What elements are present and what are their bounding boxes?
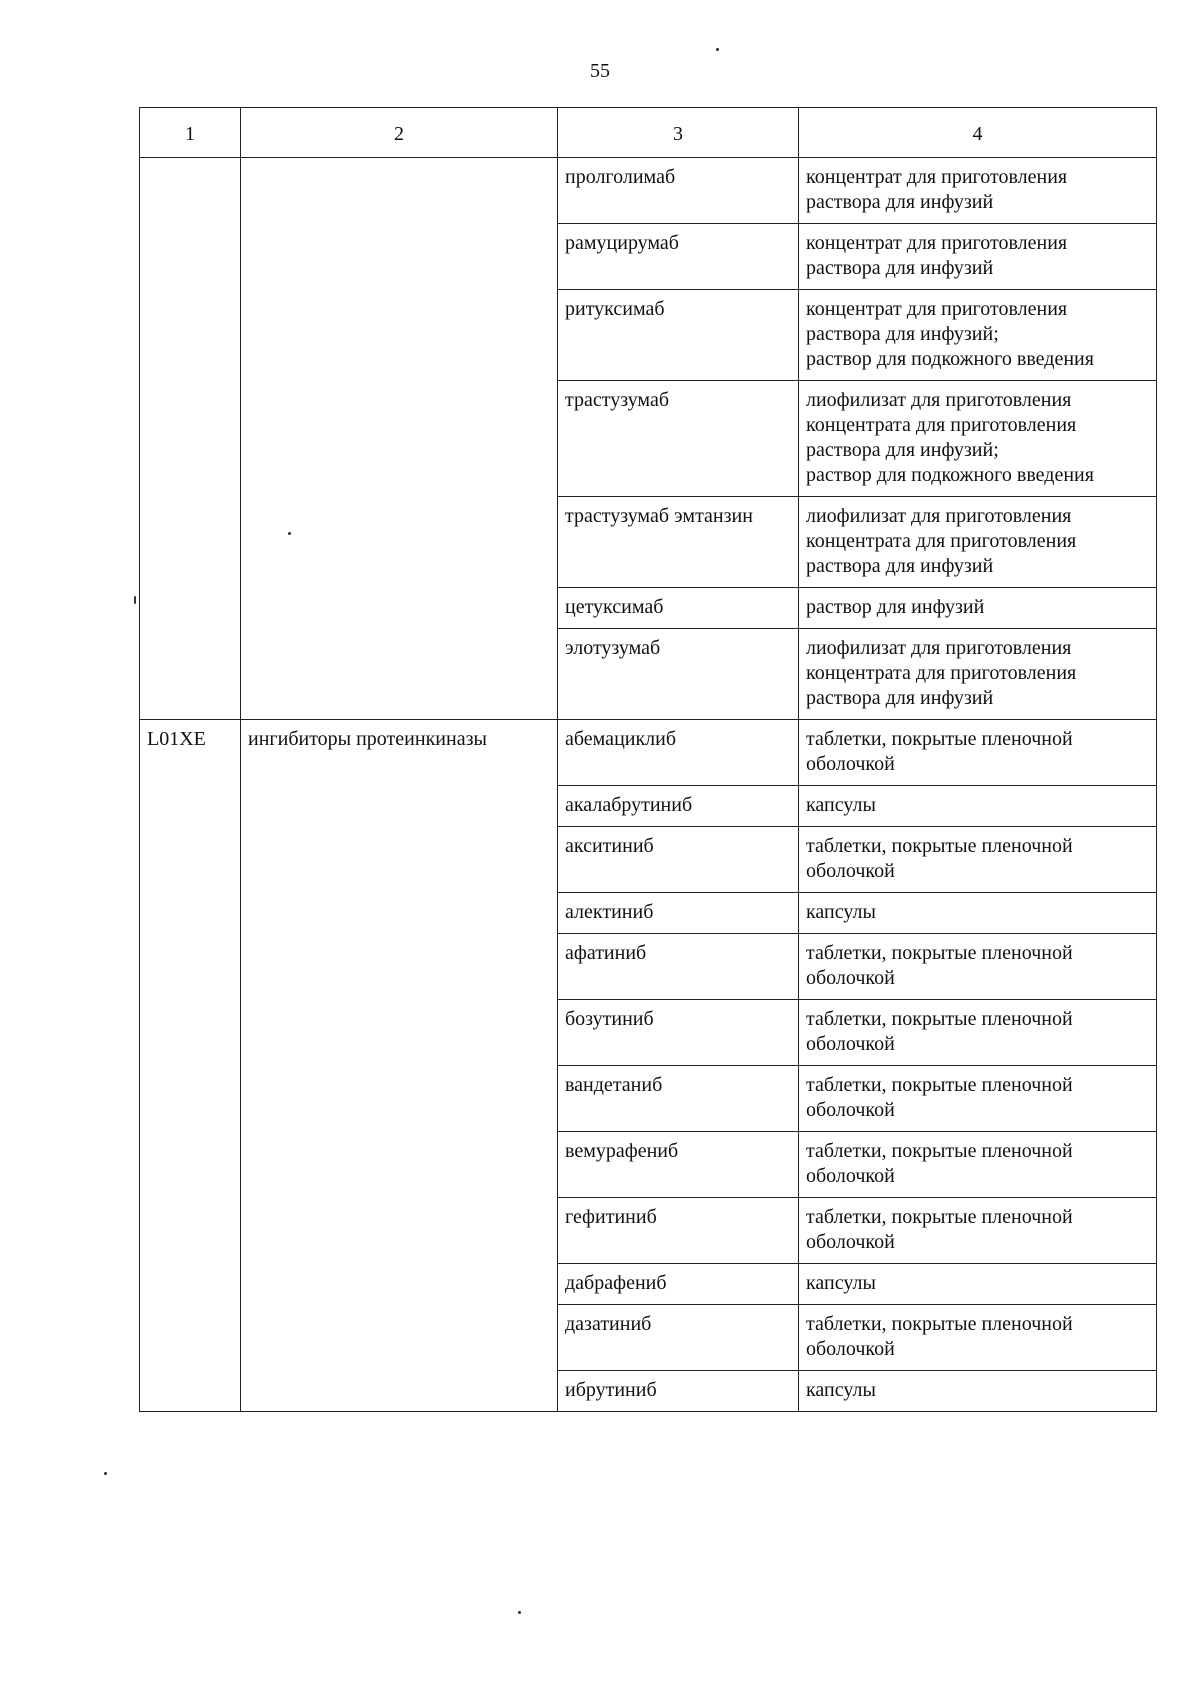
page-number: 55 [590,60,610,82]
dosage-form-cell [799,1264,1157,1305]
dosage-form-line: лиофилизат для приготовления [806,389,1072,411]
drug-name-cell: абемациклиб [558,720,799,786]
dosage-form-line: таблетки, покрытые пленочной [806,1206,1073,1228]
table-row [140,720,1157,786]
scan-speck [518,1611,521,1614]
dosage-form-line: оболочкой [806,1231,895,1253]
header-col-4: 4 [799,108,1157,158]
drug-name-cell: вандетаниб [558,1066,799,1132]
dosage-form-line: лиофилизат для приготовления [806,637,1072,659]
drug-name-cell: ритуксимаб [558,290,799,381]
dosage-form-cell [799,158,1157,224]
dosage-form-line: таблетки, покрытые пленочной [806,728,1073,750]
dosage-form-line: раствора для инфузий; [806,323,999,345]
dosage-form-line: таблетки, покрытые пленочной [806,1313,1073,1335]
dosage-form-line: концентрат для приготовления [806,298,1068,320]
dosage-form-line: таблетки, покрытые пленочной [806,835,1073,857]
dosage-form-line: раствора для инфузий [806,191,994,213]
dosage-form-line: раствор для подкожного введения [806,348,1094,370]
dosage-form-line: капсулы [806,1379,876,1401]
drug-name-cell: бозутиниб [558,1000,799,1066]
dosage-form-line: концентрат для приготовления [806,166,1068,188]
header-col-2: 2 [241,108,558,158]
header-row [140,108,1157,158]
drug-name-cell: трастузумаб [558,381,799,497]
drug-name-cell: цетуксимаб [558,588,799,629]
dosage-form-line: оболочкой [806,1099,895,1121]
group-name-cell [241,158,558,720]
group-name-cell: ингибиторы протеинкиназы [241,720,558,1412]
dosage-form-line: оболочкой [806,1338,895,1360]
drug-table [139,107,1157,1412]
dosage-form-line: капсулы [806,901,876,923]
dosage-form-line: капсулы [806,1272,876,1294]
dosage-form-cell [799,720,1157,786]
dosage-form-cell [799,1066,1157,1132]
dosage-form-cell [799,1132,1157,1198]
drug-name-cell: элотузумаб [558,629,799,720]
dosage-form-cell [799,290,1157,381]
table-body [140,158,1157,1412]
dosage-form-line: оболочкой [806,1033,895,1055]
dosage-form-cell [799,1371,1157,1412]
dosage-form-cell [799,588,1157,629]
scan-speck [716,48,719,51]
table-row [140,158,1157,224]
dosage-form-line: оболочкой [806,860,895,882]
dosage-form-line: раствора для инфузий [806,257,994,279]
header-col-3: 3 [558,108,799,158]
dosage-form-line: капсулы [806,794,876,816]
dosage-form-cell [799,1305,1157,1371]
dosage-form-line: концентрата для приготовления [806,662,1077,684]
dosage-form-line: оболочкой [806,967,895,989]
dosage-form-cell [799,934,1157,1000]
dosage-form-cell [799,893,1157,934]
drug-name-cell: алектиниб [558,893,799,934]
drug-name-cell: трастузумаб эмтанзин [558,497,799,588]
dosage-form-line: концентрата для приготовления [806,530,1077,552]
dosage-form-cell [799,1000,1157,1066]
dosage-form-line: раствора для инфузий [806,555,994,577]
drug-name-cell: пролголимаб [558,158,799,224]
scan-speck [134,596,136,604]
dosage-form-cell [799,381,1157,497]
dosage-form-line: раствора для инфузий [806,687,994,709]
dosage-form-line: концентрат для приготовления [806,232,1068,254]
atc-code-cell: L01XE [140,720,241,1412]
dosage-form-line: раствор для подкожного введения [806,464,1094,486]
drug-name-cell: гефитиниб [558,1198,799,1264]
header-col-1: 1 [140,108,241,158]
dosage-form-line: оболочкой [806,1165,895,1187]
scan-speck [288,532,291,535]
dosage-form-line: оболочкой [806,753,895,775]
drug-name-cell: рамуцирумаб [558,224,799,290]
dosage-form-cell [799,497,1157,588]
dosage-form-line: раствора для инфузий; [806,439,999,461]
drug-name-cell: акситиниб [558,827,799,893]
drug-name-cell: ибрутиниб [558,1371,799,1412]
dosage-form-line: концентрата для приготовления [806,414,1077,436]
drug-name-cell: дазатиниб [558,1305,799,1371]
dosage-form-line: таблетки, покрытые пленочной [806,1074,1073,1096]
atc-code-cell [140,158,241,720]
scan-speck [104,1472,107,1475]
dosage-form-cell [799,827,1157,893]
dosage-form-line: таблетки, покрытые пленочной [806,1140,1073,1162]
drug-name-cell: афатиниб [558,934,799,1000]
dosage-form-cell [799,629,1157,720]
dosage-form-cell [799,1198,1157,1264]
drug-name-cell: акалабрутиниб [558,786,799,827]
dosage-form-cell [799,224,1157,290]
dosage-form-line: таблетки, покрытые пленочной [806,1008,1073,1030]
dosage-form-line: лиофилизат для приготовления [806,505,1072,527]
dosage-form-line: таблетки, покрытые пленочной [806,942,1073,964]
drug-name-cell: вемурафениб [558,1132,799,1198]
dosage-form-cell [799,786,1157,827]
dosage-form-line: раствор для инфузий [806,596,985,618]
drug-name-cell: дабрафениб [558,1264,799,1305]
